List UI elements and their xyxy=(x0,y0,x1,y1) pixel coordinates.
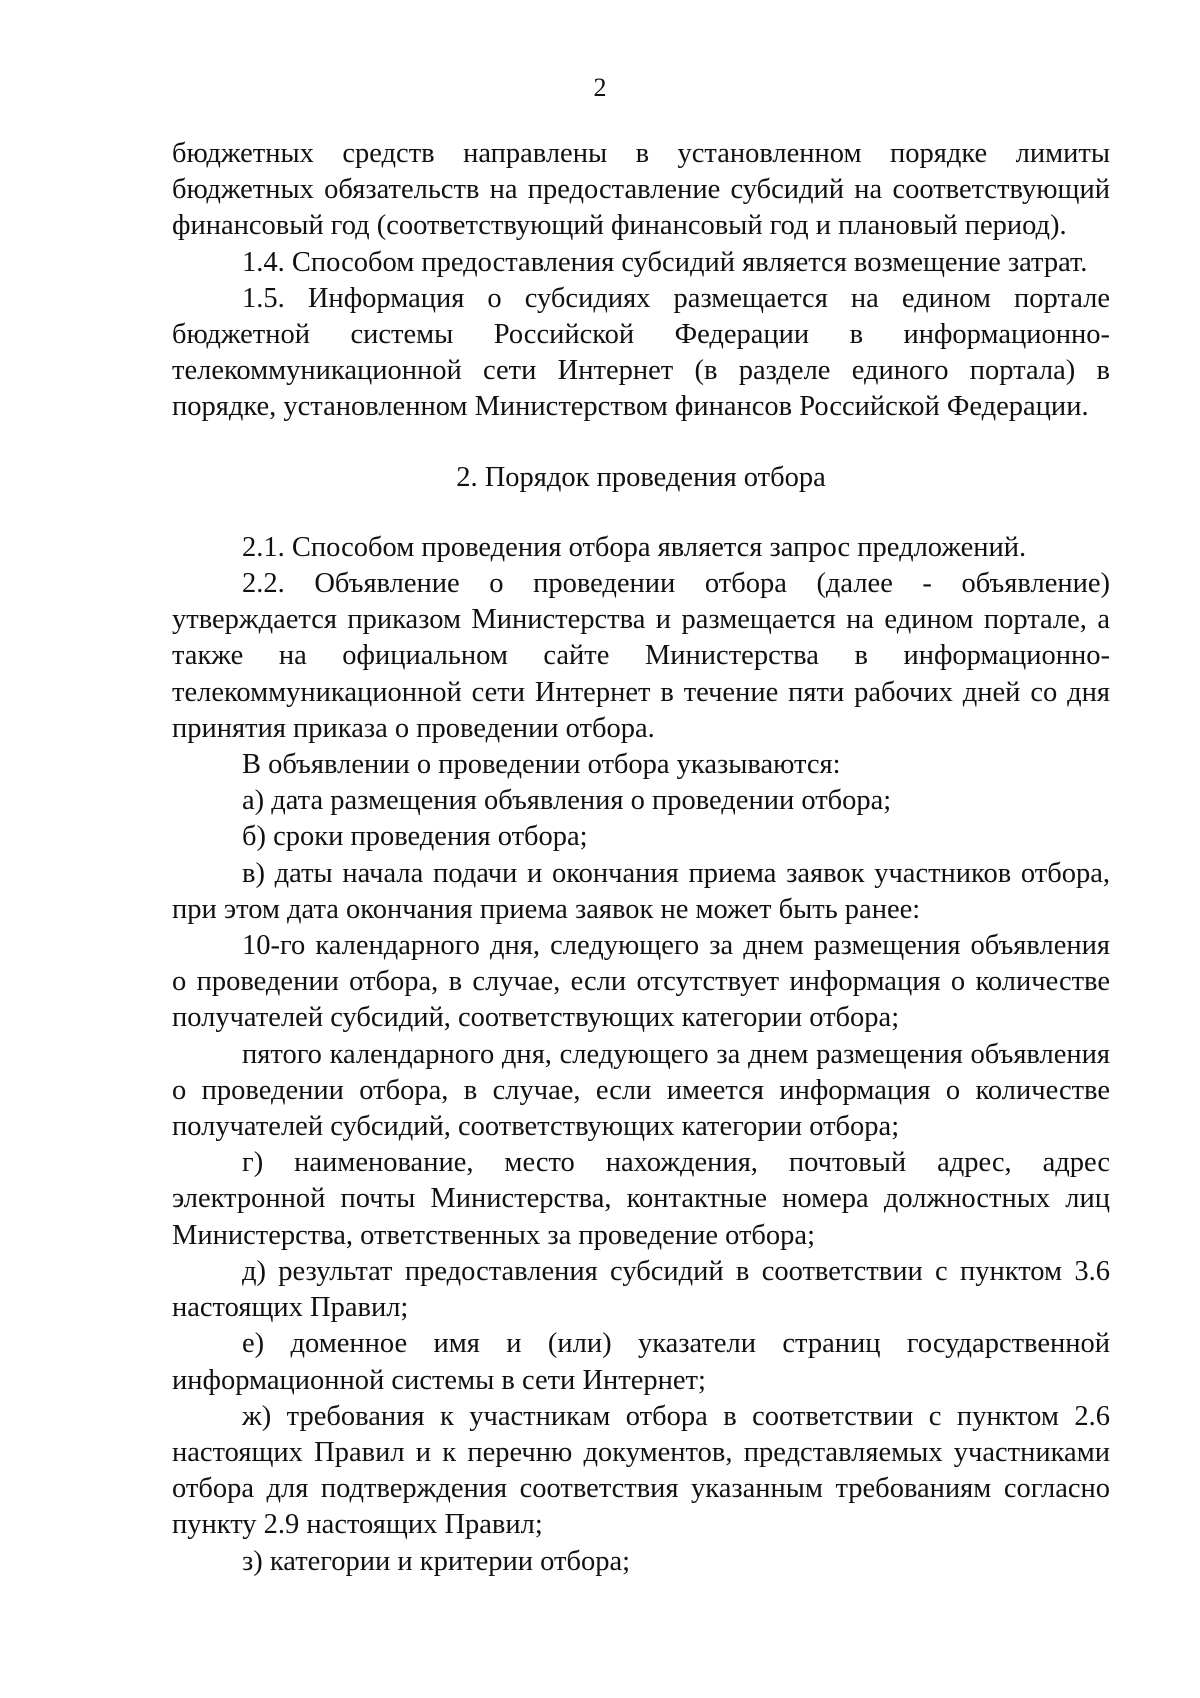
paragraph-announcement-intro: В объявлении о проведении отбора указываются: xyxy=(242,749,841,781)
paragraph-1-5: 1.5. Информация о субсидиях размещается на едином портале бюджетной системы Российской Федерации в информационно-телекоммуникационной сети Интернет (в разделе единого портала) в порядке, установленном Министерством финансов Российской Федерации. xyxy=(172,282,1110,423)
list-item-d: д) результат предоставления субсидий в соответствии с пунктом 3.6 настоящих Правил; xyxy=(172,1255,1110,1324)
list-item-b: б) сроки проведения отбора; xyxy=(242,821,588,853)
list-item-a: а) дата размещения объявления о проведении отбора; xyxy=(242,785,892,817)
list-item-g: г) наименование, место нахождения, почтовый адрес, адрес электронной почты Министерства, контактные номера должностных лиц Министерства, ответственных за проведение отбора; xyxy=(172,1147,1110,1251)
paragraph-continuation: бюджетных средств направлены в установленном порядке лимиты бюджетных обязательств на предоставление субсидий на соответствующий финансовый год (соответствующий финансовый год и плановый период). xyxy=(172,138,1110,242)
paragraph-2-1: 2.1. Способом проведения отбора является запрос предложений. xyxy=(242,531,1027,563)
section-heading: 2. Порядок проведения отбора xyxy=(456,461,826,493)
list-item-zh: ж) требования к участникам отбора в соответствии с пунктом 2.6 настоящих Правил и к перечню документов, представляемых участниками отбора для подтверждения соответствия указанным требованиям согласно пункту 2.9 настоящих Правил; xyxy=(172,1400,1110,1541)
paragraph-2-2: 2.2. Объявление о проведении отбора (далее - объявление) утверждается приказом Министерства и размещается на едином портале, а также на официальном сайте Министерства в информационно-телекоммуникационной сети Интернет в течение пяти рабочих дней со дня принятия приказа о проведении отбора. xyxy=(172,568,1110,744)
page-number: 2 xyxy=(593,73,607,102)
list-item-e: е) доменное имя и (или) указатели страниц государственной информационной системы в сети Интернет; xyxy=(172,1328,1110,1396)
list-subitem-5th-day: пятого календарного дня, следующего за днем размещения объявления о проведении отбора, в случае, если имеется информация о количестве получателей субсидий, соответствующих категории отбора; xyxy=(172,1038,1110,1143)
paragraph-1-4: 1.4. Способом предоставления субсидий является возмещение затрат. xyxy=(242,246,1088,278)
list-subitem-10th-day: 10-го календарного дня, следующего за днем размещения объявления о проведении отбора, в случае, если отсутствует информация о количестве получателей субсидий, соответствующих категории отбора; xyxy=(172,930,1110,1034)
document-body xyxy=(172,136,1110,1580)
list-item-v: в) даты начала подачи и окончания приема заявок участников отбора, при этом дата окончания приема заявок не может быть ранее: xyxy=(172,857,1110,925)
list-item-z: з) категории и критерии отбора; xyxy=(242,1545,631,1577)
